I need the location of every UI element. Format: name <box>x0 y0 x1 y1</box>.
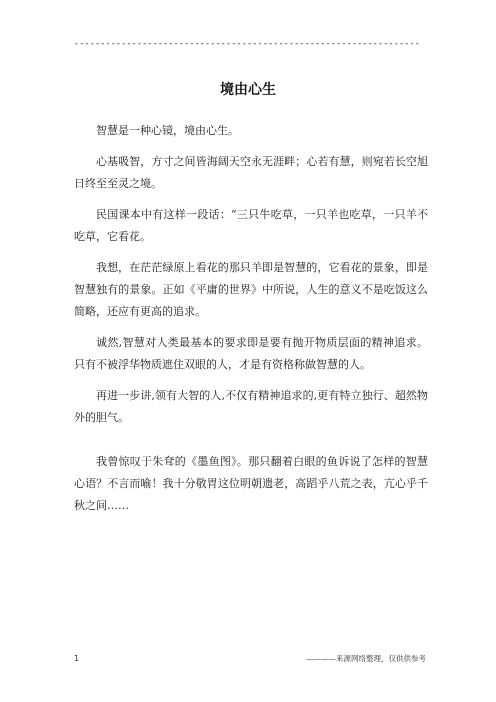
paragraph: 心基吸智，方寸之间皆海阔天空永无涯畔；心若有慧，则宛若长空旭日终至至灵之境。 <box>74 155 428 190</box>
header-dashed-rule: ------------------------------------------------------------------ <box>74 38 420 48</box>
article-body <box>74 120 428 526</box>
source-note: ————来源网络整理，仅供供参考 <box>306 654 426 663</box>
paragraph: 智慧是一种心镜，境由心生。 <box>96 124 239 137</box>
paragraph: 我曾惊叹于朱耷的《墨鱼图》。那只翻着白眼的鱼诉说了怎样的智慧心语？不言而喻！我十分敬胃这位明朝遗老，高蹈乎八荒之表，亢心乎千秋之间…… <box>74 455 428 512</box>
article-title: 境由心生 <box>220 82 276 98</box>
paragraph: 诚然,智慧对人类最基本的要求即是要有抛开物质层面的精神追求。只有不被浮华物质遮住双眼的人，才是有资格称做智慧的人。 <box>74 336 428 371</box>
page-number: 1 <box>74 654 80 663</box>
paragraph: 民国课本中有这样一段话：“三只牛吃草，一只羊也吃草，一只羊不吃草，它看花。 <box>74 208 428 243</box>
page-footer <box>74 652 426 666</box>
paragraph: 我想，在茫茫绿原上看花的那只羊即是智慧的，它看花的景象，即是智慧独有的景象。正如《平庸的世界》中所说，人生的意义不是吃饭这么简略，还应有更高的追求。 <box>74 261 428 318</box>
paragraph: 再进一步讲,领有大智的人,不仅有精神追求的,更有特立独行、超然物外的胆气。 <box>74 389 428 424</box>
